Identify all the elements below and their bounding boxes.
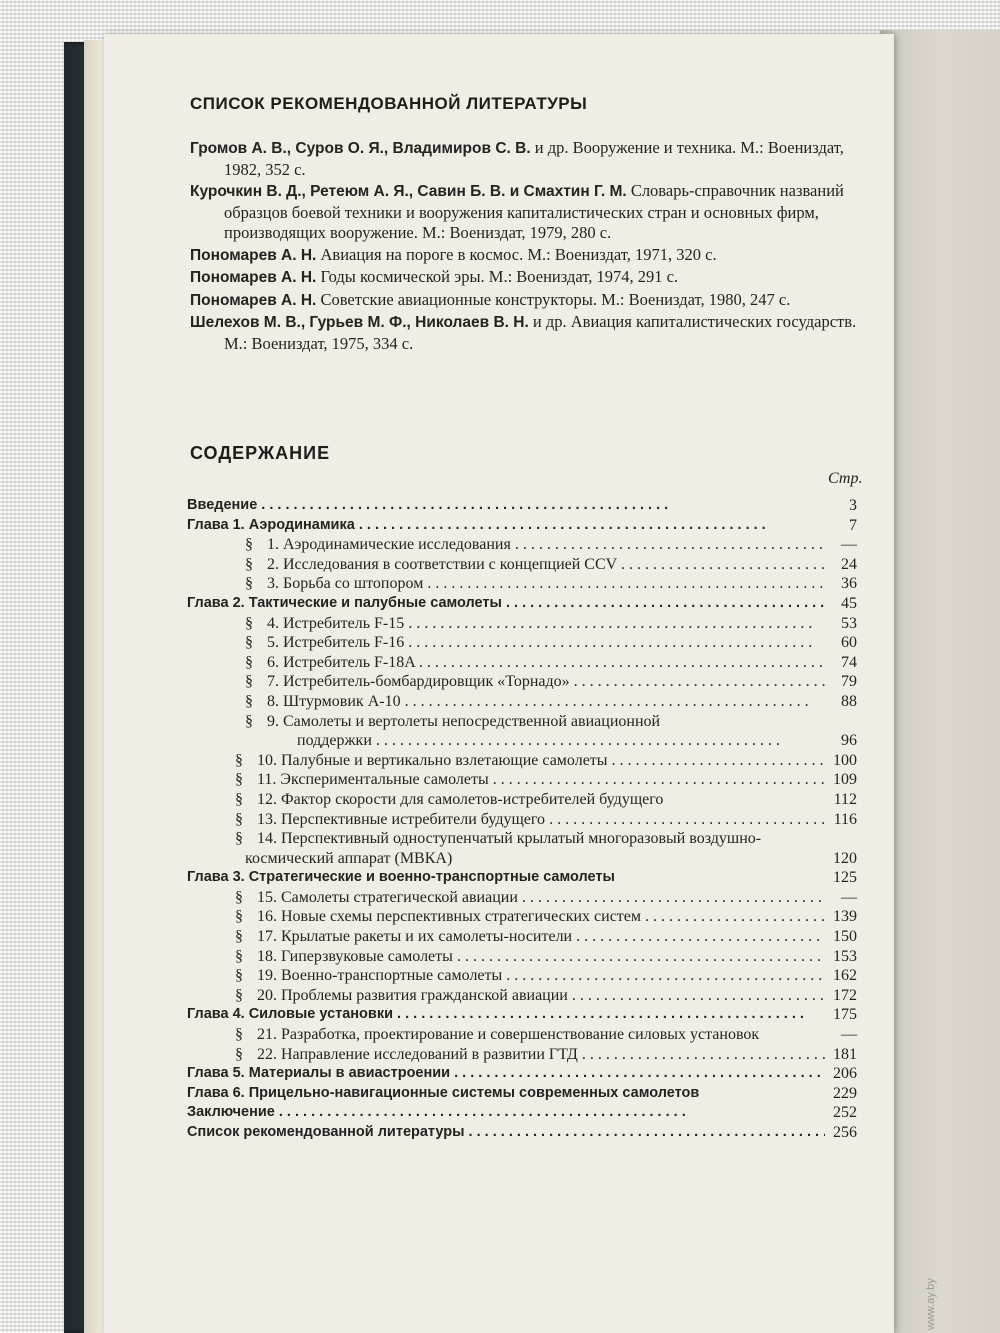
dot-leader bbox=[608, 752, 825, 769]
section-sign: § bbox=[245, 692, 253, 710]
toc-section bbox=[187, 535, 857, 555]
toc-page-number: 79 bbox=[841, 673, 857, 691]
reference-details: Советские авиационные конструкторы. М.: Воениздат, 1980, 247 с. bbox=[316, 289, 791, 309]
section-number: 2. bbox=[267, 555, 283, 573]
section-number: 4. bbox=[267, 614, 283, 632]
section-number: 6. bbox=[267, 653, 283, 671]
section-sign: § bbox=[235, 751, 243, 769]
contents-heading: СОДЕРЖАНИЕ bbox=[190, 443, 331, 463]
toc-section bbox=[187, 574, 857, 594]
reference-details: Годы космической эры. М.: Воениздат, 1974, 291 с. bbox=[316, 267, 679, 286]
section-sign: § bbox=[235, 967, 243, 985]
section-number: 5. bbox=[267, 634, 283, 652]
section-sign: § bbox=[235, 928, 243, 946]
reference-authors: Шелехов М. В., Гурьев М. Ф., Николаев В. Н. bbox=[190, 314, 529, 331]
toc-chapter bbox=[187, 1103, 857, 1123]
section-number: 7. bbox=[267, 673, 283, 691]
toc-page-number: 45 bbox=[841, 594, 857, 612]
dot-leader bbox=[404, 615, 812, 632]
reference-authors: Курочкин В. Д., Ретеюм А. Я., Савин Б. В. и Смахтин Г. М. bbox=[190, 183, 627, 200]
section-number: 21. bbox=[257, 1026, 281, 1044]
toc-entry-title: поддержки bbox=[297, 732, 372, 750]
section-sign: § bbox=[245, 653, 253, 671]
toc-page-number: 100 bbox=[833, 751, 857, 769]
toc-section bbox=[187, 692, 857, 712]
toc-page-number: 181 bbox=[833, 1045, 857, 1063]
page-column-label: Стр. bbox=[828, 470, 863, 487]
reference-authors: Пономарев А. Н. bbox=[190, 246, 317, 264]
section-number: 8. bbox=[267, 692, 283, 710]
toc-entry-title: Перспективные истребители будущего bbox=[281, 810, 546, 828]
section-number: 22. bbox=[257, 1045, 281, 1063]
toc-page-number: 206 bbox=[833, 1065, 857, 1083]
toc-section bbox=[187, 986, 857, 1006]
section-sign: § bbox=[235, 790, 243, 808]
toc-entry-title: Список рекомендованной литературы bbox=[187, 1124, 465, 1140]
toc-section bbox=[187, 966, 857, 986]
section-number: 9. bbox=[267, 712, 283, 730]
toc-page-number: 60 bbox=[841, 634, 857, 652]
dot-leader bbox=[275, 1104, 686, 1120]
toc-section bbox=[187, 633, 857, 653]
toc-page-number: 125 bbox=[833, 869, 857, 887]
toc-section bbox=[187, 770, 857, 790]
dot-leader bbox=[502, 595, 825, 611]
reference-details: Словарь-справочник названий образцов боевой техники и вооружения капиталистических стран и основных фирм, производящих вооружение. М.: Воениздат, 1979, 280 с. bbox=[224, 181, 844, 242]
section-sign: § bbox=[245, 614, 253, 632]
toc-page-number: 7 bbox=[849, 516, 857, 534]
section-sign: § bbox=[235, 986, 243, 1004]
section-number: 1. bbox=[267, 536, 283, 554]
section-number: 10. bbox=[257, 751, 281, 769]
toc-section bbox=[187, 947, 857, 967]
reference-item bbox=[190, 181, 870, 244]
toc-entry-title: Разработка, проектирование и совершенствование силовых установок bbox=[281, 1026, 760, 1044]
toc-entry-title: Глава 4. Силовые установки bbox=[187, 1006, 393, 1023]
section-number: 3. bbox=[267, 575, 283, 593]
toc-section bbox=[187, 555, 857, 575]
toc-entry-title: Введение bbox=[187, 497, 258, 513]
toc-entry-title: Глава 5. Материалы в авиастроении bbox=[187, 1065, 451, 1082]
toc-chapter bbox=[187, 868, 857, 888]
toc-chapter bbox=[187, 1064, 857, 1084]
reference-item bbox=[190, 138, 870, 180]
section-sign: § bbox=[245, 634, 253, 652]
reference-item bbox=[190, 312, 870, 354]
toc-page-number: 53 bbox=[841, 614, 857, 632]
watermark: www.ay.by bbox=[925, 1278, 937, 1330]
toc-section bbox=[187, 888, 857, 908]
toc-page-number: 139 bbox=[833, 908, 857, 926]
toc-entry-title: Фактор скорости для самолетов-истребителей будущего bbox=[281, 790, 664, 808]
section-sign: § bbox=[235, 908, 243, 926]
dot-leader bbox=[511, 536, 825, 553]
toc-page-number: 96 bbox=[841, 732, 857, 750]
toc-section bbox=[187, 810, 857, 830]
reference-list bbox=[190, 138, 870, 355]
section-number: 15. bbox=[257, 888, 281, 906]
toc-chapter bbox=[187, 516, 857, 536]
toc-page-number: 162 bbox=[833, 967, 857, 985]
toc-entry-title: Перспективный одноступенчатый крылатый многоразовый воздушно-космический аппарат (МВКА) bbox=[245, 830, 762, 867]
toc-section bbox=[187, 672, 857, 692]
section-sign: § bbox=[245, 673, 253, 691]
dot-leader bbox=[401, 693, 809, 710]
dot-leader bbox=[465, 1124, 825, 1140]
section-sign: § bbox=[235, 810, 243, 828]
literature-heading: СПИСОК РЕКОМЕНДОВАННОЙ ЛИТЕРАТУРЫ bbox=[190, 94, 588, 113]
toc-entry-title: Глава 3. Стратегические и военно-транспортные самолеты bbox=[187, 869, 615, 886]
toc-section bbox=[187, 1045, 857, 1065]
toc-chapter bbox=[187, 1005, 857, 1025]
dot-leader bbox=[257, 497, 668, 513]
toc-chapter bbox=[187, 1084, 857, 1104]
toc-page-number: 36 bbox=[841, 575, 857, 593]
dot-leader bbox=[372, 732, 780, 749]
reference-details: Авиация на пороге в космос. М.: Воениздат, 1971, 320 с. bbox=[316, 244, 717, 264]
reference-details: и др. Авиация капиталистических государств. М.: Воениздат, 1975, 334 с. bbox=[224, 312, 857, 353]
toc-section bbox=[187, 653, 857, 673]
reference-authors: Пономарев А. Н. bbox=[190, 291, 317, 309]
section-sign: § bbox=[245, 536, 253, 554]
section-sign: § bbox=[235, 771, 243, 789]
toc-page-number: 74 bbox=[841, 653, 857, 671]
dot-leader bbox=[641, 908, 825, 925]
section-sign: § bbox=[235, 1045, 243, 1063]
toc-chapter bbox=[187, 594, 857, 614]
facing-page bbox=[880, 30, 1000, 1333]
toc-entry-title: Исследования в соответствии с концепцией CCV bbox=[283, 555, 617, 573]
dot-leader bbox=[617, 556, 825, 573]
dot-leader bbox=[502, 967, 825, 984]
toc-page-number: 256 bbox=[833, 1124, 857, 1141]
toc-entry-title: Крылатые ракеты и их самолеты-носители bbox=[281, 928, 573, 946]
toc-chapter bbox=[187, 1123, 857, 1143]
toc-page-number: 252 bbox=[833, 1104, 857, 1122]
dot-leader bbox=[572, 928, 825, 945]
toc-entry-title: Самолеты стратегической авиации bbox=[281, 888, 518, 906]
toc-entry-title: Самолеты и вертолеты непосредственной авиационной bbox=[283, 712, 661, 730]
toc-entry-title: Истребитель F-16 bbox=[283, 634, 405, 652]
toc-page-number: 88 bbox=[841, 692, 857, 710]
dot-leader bbox=[450, 1065, 825, 1081]
section-sign: § bbox=[245, 575, 253, 593]
toc-entry-title: Направление исследований в развитии ГТД bbox=[281, 1045, 578, 1063]
reference-details: и др. Вооружение и техника. М.: Воениздат, 1982, 352 с. bbox=[224, 138, 844, 179]
toc-section bbox=[187, 614, 857, 634]
toc-section bbox=[187, 751, 857, 771]
dot-leader bbox=[545, 811, 825, 828]
toc-entry-title: Аэродинамические исследования bbox=[283, 536, 511, 554]
toc-page-number: — bbox=[841, 1026, 857, 1044]
toc-section bbox=[187, 731, 857, 751]
section-number: 17. bbox=[257, 928, 281, 946]
toc-entry-title: Глава 1. Аэродинамика bbox=[187, 516, 355, 533]
toc-page-number: 120 bbox=[833, 849, 857, 867]
toc-entry-title: Истребитель F-15 bbox=[283, 614, 405, 632]
toc-entry-title: Глава 2. Тактические и палубные самолеты bbox=[187, 594, 502, 611]
toc-entry-title: Палубные и вертикально взлетающие самолеты bbox=[281, 751, 608, 769]
toc-page-number: 109 bbox=[833, 771, 857, 789]
toc-chapter bbox=[187, 496, 857, 516]
reference-item bbox=[190, 267, 870, 289]
toc-entry-title: Глава 6. Прицельно-навигационные системы современных самолетов bbox=[187, 1084, 700, 1101]
toc-page-number: 112 bbox=[833, 790, 857, 808]
table-of-contents bbox=[187, 496, 857, 1143]
toc-page-number: — bbox=[841, 536, 857, 554]
section-sign: § bbox=[245, 712, 253, 730]
toc-page-number: 229 bbox=[833, 1084, 857, 1102]
dot-leader bbox=[568, 987, 825, 1004]
toc-entry-title: Военно-транспортные самолеты bbox=[281, 967, 503, 985]
toc-entry-title: Штурмовик A-10 bbox=[283, 692, 401, 710]
toc-entry-title: Борьба со штопором bbox=[283, 575, 424, 593]
section-number: 19. bbox=[257, 967, 281, 985]
toc-entry-title: Проблемы развития гражданской авиации bbox=[281, 986, 568, 1004]
dot-leader bbox=[518, 889, 825, 906]
section-sign: § bbox=[235, 830, 243, 848]
section-sign: § bbox=[235, 947, 243, 965]
reference-authors: Громов А. В., Суров О. Я., Владимиров С. В. bbox=[190, 140, 531, 157]
toc-page-number: 175 bbox=[833, 1006, 857, 1024]
section-number: 12. bbox=[257, 790, 281, 808]
toc-section bbox=[187, 829, 857, 868]
dot-leader bbox=[489, 771, 825, 788]
section-number: 20. bbox=[257, 986, 281, 1004]
section-sign: § bbox=[245, 555, 253, 573]
toc-page-number: 150 bbox=[833, 928, 857, 946]
toc-section bbox=[187, 712, 857, 732]
reference-authors: Пономарев А. Н. bbox=[190, 269, 317, 286]
toc-entry-title: Истребитель F-18A bbox=[283, 653, 415, 671]
dot-leader bbox=[423, 575, 825, 592]
toc-entry-title: Заключение bbox=[187, 1104, 275, 1121]
dot-leader bbox=[578, 1046, 825, 1063]
reference-item bbox=[190, 290, 870, 312]
toc-page-number: 153 bbox=[833, 947, 857, 965]
toc-section bbox=[187, 927, 857, 947]
toc-section bbox=[187, 1025, 857, 1045]
toc-page-number: — bbox=[841, 888, 857, 906]
toc-section bbox=[187, 907, 857, 927]
toc-entry-title: Экспериментальные самолеты bbox=[280, 771, 489, 789]
section-number: 11. bbox=[257, 771, 281, 789]
dot-leader bbox=[404, 634, 812, 651]
toc-page-number: 116 bbox=[833, 810, 857, 828]
dot-leader bbox=[453, 948, 825, 965]
toc-entry-title: Истребитель-бомбардировщик «Торнадо» bbox=[283, 673, 570, 691]
dot-leader bbox=[570, 673, 825, 690]
toc-section bbox=[187, 790, 857, 810]
toc-page-number: 24 bbox=[841, 555, 857, 573]
section-number: 16. bbox=[257, 908, 281, 926]
toc-entry-title: Гиперзвуковые самолеты bbox=[281, 947, 453, 965]
section-number: 13. bbox=[257, 810, 281, 828]
toc-page-number: 172 bbox=[833, 986, 857, 1004]
section-sign: § bbox=[235, 888, 243, 906]
dot-leader bbox=[415, 654, 823, 671]
reference-item bbox=[190, 245, 870, 267]
dot-leader bbox=[355, 517, 766, 533]
section-number: 14. bbox=[257, 830, 281, 848]
toc-entry-title: Новые схемы перспективных стратегических систем bbox=[281, 908, 642, 926]
toc-page-number: 3 bbox=[849, 497, 857, 514]
section-sign: § bbox=[235, 1026, 243, 1044]
dot-leader bbox=[393, 1006, 804, 1022]
section-number: 18. bbox=[257, 947, 281, 965]
